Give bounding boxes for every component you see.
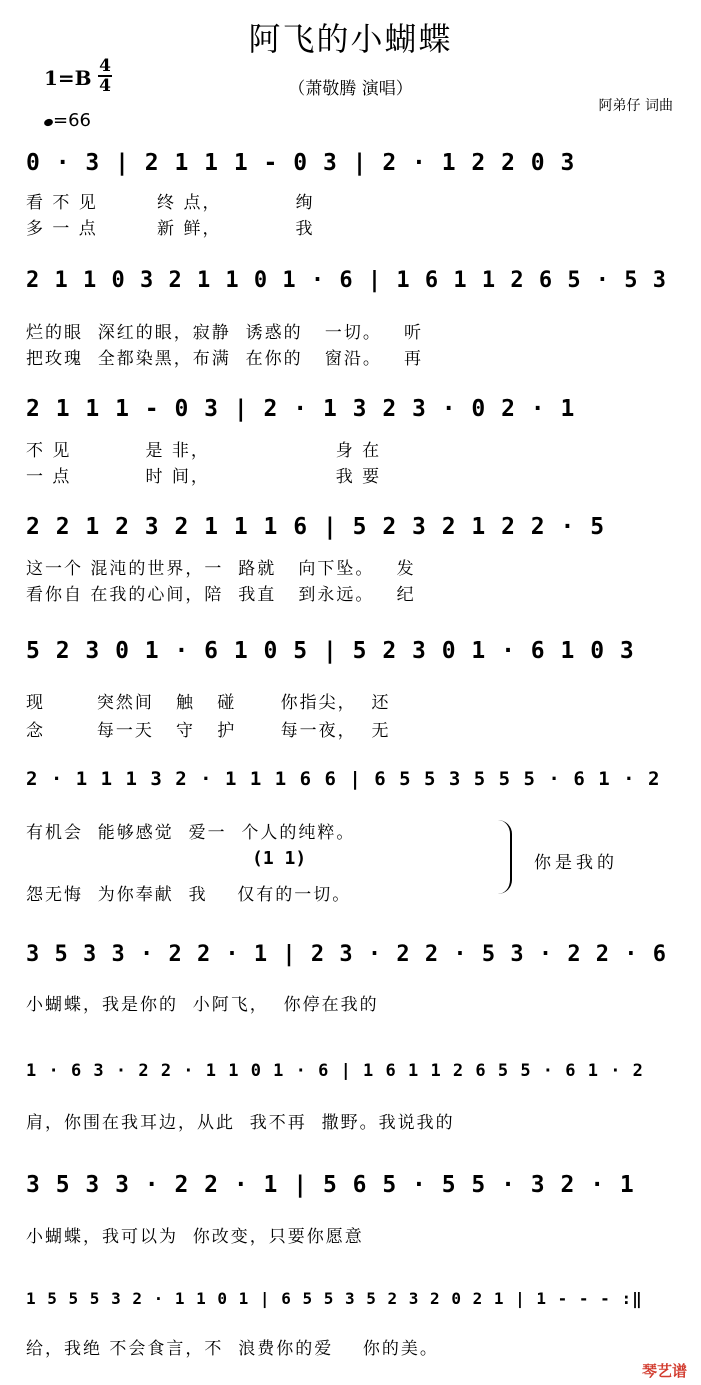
notation-text: 2 2 1 2 3 2 1 1 1 6 | 5 2 3 2 1 2 2 · 5 [26,514,606,540]
lyric-line-8: 肩，你围在我耳边，从此 我不再 撒野。我说我的 [26,1113,455,1133]
lyric-line-1a: 看 不 见 终 点， 绚 [26,193,315,213]
notation-text: 2 1 1 0 3 2 1 1 0 1 · 6 | 1 6 1 1 2 6 5 · 5 3 [26,268,668,293]
notation-text: 2 1 1 1 - 0 3 | 2 · 1 3 2 3 · 0 2 · 1 [26,396,576,422]
lyric-line-6b: 怨无悔 为你奉献 我 仅有的一切。 [26,885,352,905]
key-signature: 1=B [44,66,92,90]
lyric-line-2b: 把玫瑰 全都染黑，布满 在你的 窗沿。 再 [26,349,424,369]
lyric-line-7: 小蝴蝶，我是你的 小阿飞， 你停在我的 [26,995,379,1015]
lyric-line-3a: 不 见 是 非， 身 在 [26,441,382,461]
notation-text: 1 · 6 3 · 2 2 · 1 1 0 1 · 6 | 1 6 1 1 2 6 5 5 · 6 1 · 2 [26,1061,644,1081]
notation-text: 3 5 3 3 · 2 2 · 1 | 5 6 5 · 5 5 · 3 2 · 1 [26,1172,635,1198]
notation-line-9 [26,1168,676,1202]
notation-text: 0 · 3 | 2 1 1 1 - 0 3 | 2 · 1 2 2 0 3 [26,150,576,176]
brace-lyric: 你是我的 [534,853,618,873]
time-top: 4 [99,56,111,76]
notation-line-5 [26,634,676,668]
notation-line-4 [26,510,676,544]
lyric-line-10: 给，我绝 不会食言，不 浪费你的爱 你的美。 [26,1339,439,1359]
lyric-line-5a: 现 突然间 触 碰 你指尖， 还 [26,693,391,713]
lyric-line-3b: 一 点 时 间， 我 要 [26,467,382,487]
lyric-line-6a: 有机会 能够感觉 爱一 个人的纯粹。 [26,823,356,843]
lyric-line-2a: 烂的眼 深红的眼，寂静 诱惑的 一切。 听 [26,323,424,343]
composer-credit: 阿弟仔 词曲 [598,98,673,114]
notation-line-2 [26,264,676,298]
brace-bracket [496,820,512,894]
lyric-line-4a: 这一个 混沌的世界，一 路就 向下坠。 发 [26,559,416,579]
notation-line-8 [26,1054,676,1088]
tempo-value: =66 [53,110,91,131]
tempo-marking [44,110,91,131]
notation-line-10 [26,1282,676,1316]
notation-line-3 [26,392,676,426]
lyric-line-9: 小蝴蝶，我可以为 你改变，只要你愿意 [26,1227,364,1247]
notation-text: 2 · 1 1 1 3 2 · 1 1 1 6 6 | 6 5 5 3 5 5 5 · 6 1 · 2 [26,768,661,790]
notation-line-7 [26,938,676,972]
lyric-line-4b: 看你自 在我的心间，陪 我直 到永远。 纪 [26,585,416,605]
singer-credit: （萧敬腾 演唱） [288,79,413,99]
notation-text: 5 2 3 0 1 · 6 1 0 5 | 5 2 3 0 1 · 6 1 0 3 [26,638,635,664]
notation-text: 1 5 5 5 3 2 · 1 1 0 1 | 6 5 5 3 5 2 3 2 0 2 1 | 1 - - - :‖ [26,1289,643,1308]
song-title: 阿飞的小蝴蝶 [248,20,453,58]
time-bottom: 4 [99,76,111,96]
repeat-note: (1 1) [252,848,307,869]
notation-line-1 [26,146,676,180]
site-logo: 琴艺谱 [641,1362,687,1380]
notation-text: 3 5 3 3 · 2 2 · 1 | 2 3 · 2 2 · 5 3 · 2 2 · 6 [26,942,668,967]
lyric-line-5b: 念 每一天 守 护 每一夜， 无 [26,721,391,741]
notation-line-6 [26,762,676,796]
lyric-line-1b: 多 一 点 新 鲜， 我 [26,219,315,239]
